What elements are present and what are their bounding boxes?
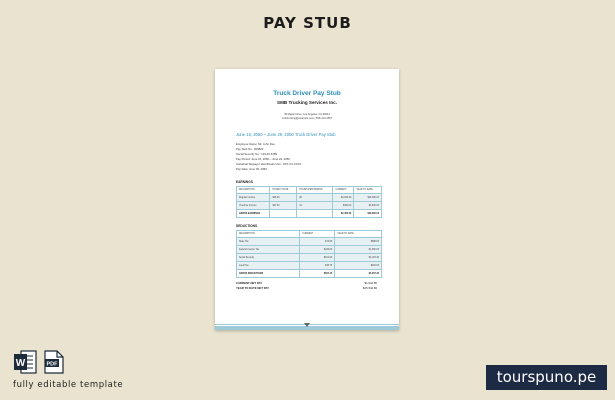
- table-cell: Social Security: [237, 254, 300, 262]
- table-cell: GROSS EARNINGS: [237, 210, 270, 218]
- table-row: [237, 254, 382, 262]
- brand-badge[interactable]: tourspuno.pe: [486, 365, 607, 390]
- pdf-icon-label: PDF: [46, 361, 58, 368]
- table-header-cell: CURRENT: [300, 231, 335, 238]
- company-name: SMB Trucking Services Inc.: [277, 100, 337, 105]
- table-header-row: [237, 231, 382, 238]
- page-title: PAY STUB: [263, 14, 352, 32]
- deductions-label: DEDUCTIONS: [236, 224, 258, 228]
- table-cell: $2,450.00: [333, 210, 354, 218]
- table-cell: Overtime Income: [237, 202, 270, 210]
- company-address: 45 Maple Drive, Los Angeles, CA 90012: [284, 113, 330, 116]
- table-cell: State Tax: [237, 238, 300, 246]
- table-cell: $588.00: [335, 238, 382, 246]
- table-cell: [297, 210, 333, 218]
- table-header-cell: YEAR TO DATE: [354, 187, 382, 194]
- info-line: Individual Taxpayer Identification No.: 9XX-XX-XXXX: [236, 162, 302, 166]
- earnings-table: [236, 186, 382, 218]
- table-cell: $4,057.20: [335, 270, 382, 278]
- earnings-label: EARNINGS: [236, 180, 253, 184]
- table-cell: $1,960.00: [335, 246, 382, 254]
- table-row: [237, 202, 382, 210]
- table-header-cell: DESCRIPTION: [237, 231, 300, 238]
- ytd-net-pay-label: YEAR TO DATE NET PAY: [236, 286, 269, 290]
- table-cell: Federal Income Tax: [237, 246, 300, 254]
- current-net-pay-value: $1,942.85: [364, 281, 377, 285]
- table-cell: $25.00: [270, 194, 297, 202]
- table-cell: $450.00: [333, 202, 354, 210]
- period-heading: June 15, 2050 – June 29, 2050 Truck Driver Pay Stub: [236, 132, 336, 137]
- info-line: Employee Name: Mr. John Doe: [236, 142, 275, 146]
- table-header-cell: CURRENT: [333, 187, 354, 194]
- editable-caption: fully editable template: [13, 380, 124, 390]
- current-net-pay-label: CURRENT NET PAY: [236, 281, 263, 285]
- table-cell: 80: [297, 194, 333, 202]
- table-cell: $151.90: [300, 254, 335, 262]
- table-cell: GROSS DEDUCTIONS: [237, 270, 300, 278]
- pdf-icon: [44, 350, 64, 374]
- company-contact: smbtrucking@example.com | 555-123-4567: [281, 117, 333, 120]
- deductions-table: [236, 230, 382, 278]
- table-cell: Local Tax: [237, 262, 300, 270]
- table-cell: $37.50: [270, 202, 297, 210]
- table-row: [237, 262, 382, 270]
- info-line: Pay Period: June 15, 2050 – June 29, 2050: [236, 157, 290, 161]
- table-total-row: [237, 270, 382, 278]
- table-header-cell: HOURLY RATE: [270, 187, 297, 194]
- info-line: Pay Stub No.: 003823: [236, 147, 264, 151]
- table-header-cell: HOURS PER PERIOD: [297, 187, 333, 194]
- table-header-row: [237, 187, 382, 194]
- table-cell: $26,000.00: [354, 194, 382, 202]
- table-cell: Regular Income: [237, 194, 270, 202]
- table-cell: $36.75: [300, 262, 335, 270]
- document-title: Truck Driver Pay Stub: [273, 90, 341, 97]
- table-header-cell: YEAR TO DATE: [335, 231, 382, 238]
- table-cell: $2,000.00: [333, 194, 354, 202]
- table-header-cell: DESCRIPTION: [237, 187, 270, 194]
- table-cell: $1,215.20: [335, 254, 382, 262]
- ytd-net-pay-value: $25,542.80: [363, 286, 377, 290]
- table-row: [237, 246, 382, 254]
- table-cell: $73.50: [300, 238, 335, 246]
- table-total-row: [237, 210, 382, 218]
- table-cell: $294.00: [335, 262, 382, 270]
- arrow-down-icon: [304, 323, 310, 327]
- word-icon-letter: W: [15, 358, 26, 369]
- table-cell: $245.00: [300, 246, 335, 254]
- info-line: Social Security No.: 123-45-6789: [236, 152, 278, 156]
- info-line: Pay Date: June 30, 2050: [236, 167, 267, 171]
- table-cell: [270, 210, 297, 218]
- table-row: [237, 238, 382, 246]
- table-cell: $29,600.00: [354, 210, 382, 218]
- word-icon: [13, 350, 37, 374]
- table-row: [237, 194, 382, 202]
- table-cell: $3,600.00: [354, 202, 382, 210]
- table-cell: $507.15: [300, 270, 335, 278]
- table-cell: 12: [297, 202, 333, 210]
- file-format-icons: [13, 350, 69, 374]
- pay-stub-preview: [215, 69, 399, 330]
